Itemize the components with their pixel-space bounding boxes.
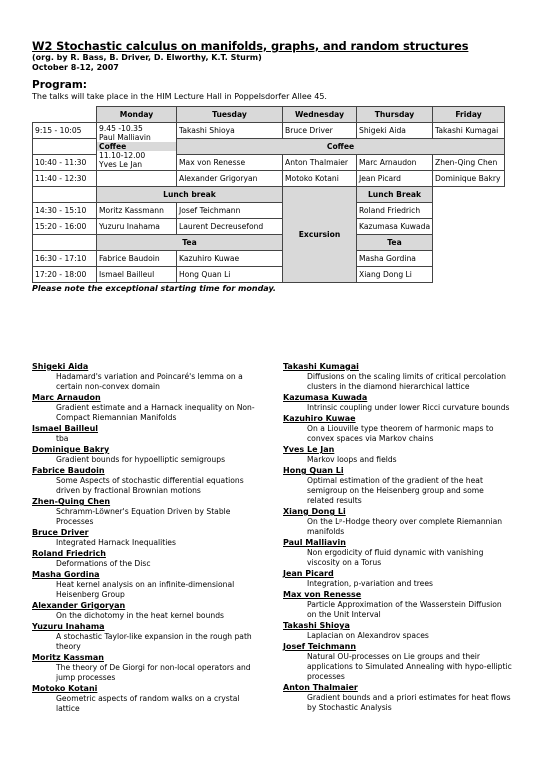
talk-title-line: Gradient bounds for hypoelliptic semigroups [56, 455, 226, 464]
abstract-entry [283, 393, 513, 413]
table-row [33, 187, 505, 203]
abstract-entry [32, 393, 272, 423]
abstract-entry [283, 621, 513, 641]
talk-title-line: Some Aspects of stochastic differential equations [56, 476, 244, 485]
speaker-name: Hong Quan Li [283, 466, 344, 475]
abstract-entry [32, 445, 272, 465]
talk-title-line: semigroup on the Heisenberg group and some [307, 486, 484, 495]
speaker-name: Yves Le Jan [283, 445, 335, 454]
table-row [33, 219, 505, 235]
monday-morning-cell [97, 123, 177, 171]
session-cell: Bruce Driver [283, 123, 357, 139]
speaker-name: Takashi Shioya [283, 621, 350, 630]
monday-coffee: Coffee [97, 142, 176, 151]
schedule-table [32, 106, 505, 283]
speaker-name: Kazuhiro Kuwae [283, 414, 356, 423]
talk-title-line: Diffusions on the scaling limits of critical percolation [307, 372, 506, 381]
speaker-name: Anton Thalmaier [283, 683, 358, 692]
time-cell: 9:15 - 10:05 [33, 123, 97, 139]
talk-title-line: Schramm-Löwner's Equation Driven by Stable [56, 507, 231, 516]
day-header-friday: Friday [433, 107, 505, 123]
talk-title-line: theory [56, 642, 81, 651]
time-cell: 15:20 - 16:00 [33, 219, 97, 235]
abstract-entry [283, 414, 513, 444]
session-cell: Moritz Kassmann [97, 203, 177, 219]
speaker-name: Paul Malliavin [283, 538, 346, 547]
empty-cell [433, 203, 505, 219]
corner-cell [33, 107, 97, 123]
monday-speaker-1: Paul Malliavin [99, 133, 151, 142]
speaker-name: Dominique Bakry [32, 445, 110, 454]
talk-title-line: applications to Simulated Annealing with hypo-elliptic [307, 662, 512, 671]
abstract-entry [283, 466, 513, 506]
table-row [33, 203, 505, 219]
time-cell [33, 235, 97, 251]
session-cell: Shigeki Aida [357, 123, 433, 139]
time-cell: 11:40 - 12:30 [33, 171, 97, 187]
time-cell [33, 187, 97, 203]
talk-title-line: On the Lᵖ-Hodge theory over complete Riemannian [307, 517, 503, 526]
session-cell: Xiang Dong Li [357, 267, 433, 283]
abstract-entry [32, 622, 272, 652]
talk-title-line: Non ergodicity of fluid dynamic with vanishing [307, 548, 484, 557]
session-cell: Josef Teichmann [177, 203, 283, 219]
empty-cell [433, 267, 505, 283]
table-row [33, 171, 505, 187]
session-cell [97, 171, 177, 187]
talk-title-line: Compact Riemannian Manifolds [56, 413, 177, 422]
talk-title-line: Intrinsic coupling under lower Ricci curvature bounds [307, 403, 510, 412]
session-cell: Masha Gordina [357, 251, 433, 267]
talk-title-line: On the dichotomy in the heat kernel bounds [56, 611, 224, 620]
monday-speaker-2: Yves Le Jan [99, 160, 143, 169]
coffee-break-cell: Coffee [177, 139, 505, 155]
abstract-entry [32, 684, 272, 714]
session-cell: Dominique Bakry [433, 171, 505, 187]
time-cell: 17:20 - 18:00 [33, 267, 97, 283]
talk-title-line: Gradient bounds and a priori estimates for heat flows [307, 693, 511, 702]
abstract-entry [283, 507, 513, 537]
speaker-name: Alexander Grigoryan [32, 601, 126, 610]
talk-title-line: A stochastic Taylor-like expansion in the rough path [56, 632, 252, 641]
table-row [33, 267, 505, 283]
abstract-entry [32, 528, 272, 548]
program-heading: Program: [32, 79, 88, 91]
talk-title-line: certain non-convex domain [56, 382, 160, 391]
talk-title-line: Deformations of the Disc [56, 559, 151, 568]
event-dates: October 8-12, 2007 [32, 63, 119, 72]
speaker-name: Roland Friedrich [32, 549, 106, 558]
talk-title-line: by Stochastic Analysis [307, 703, 392, 712]
venue-note: The talks will take place in the HIM Lecture Hall in Poppelsdorfer Allee 45. [32, 92, 327, 101]
abstract-entry [32, 362, 272, 392]
empty-cell [433, 219, 505, 235]
talk-title-line: Integration, p-variation and trees [307, 579, 433, 588]
talk-title-line: Laplacian on Alexandrov spaces [307, 631, 429, 640]
abstract-entry [32, 653, 272, 683]
speaker-name: Yuzuru Inahama [32, 622, 105, 631]
time-cell: 14:30 - 15:10 [33, 203, 97, 219]
abstract-entry [32, 549, 272, 569]
time-cell: 16:30 - 17:10 [33, 251, 97, 267]
talk-title-line: jump processes [56, 673, 116, 682]
table-row [33, 123, 505, 139]
time-cell [33, 139, 97, 155]
talk-title-line: convex spaces via Markov chains [307, 434, 434, 443]
abstract-entry [32, 466, 272, 496]
talk-title-line: related results [307, 496, 362, 505]
organizers: (org. by R. Bass, B. Driver, D. Elworthy, K.T. Sturm) [32, 53, 262, 62]
talk-title-line: Integrated Harnack Inequalities [56, 538, 176, 547]
session-cell: Ismael Bailleul [97, 267, 177, 283]
empty-cell [433, 187, 505, 203]
session-cell: Jean Picard [357, 171, 433, 187]
lunch-break-cell: Lunch break [97, 187, 283, 203]
abstract-entry [32, 570, 272, 600]
speaker-name: Motoko Kotani [32, 684, 98, 693]
talk-title-line: viscosity on a Torus [307, 558, 382, 567]
speaker-name: Marc Arnaudon [32, 393, 101, 402]
tea-break-cell: Tea [97, 235, 283, 251]
talk-title-line: Particle Approximation of the Wasserstein Diffusion [307, 600, 502, 609]
session-cell: Takashi Kumagai [433, 123, 505, 139]
abstracts-right-column [283, 362, 513, 714]
speaker-name: Josef Teichmann [283, 642, 357, 651]
tea-break-thursday: Tea [357, 235, 433, 251]
empty-cell [433, 235, 505, 251]
abstract-entry [283, 569, 513, 589]
talk-title-line: Gradient estimate and a Harnack inequality on Non- [56, 403, 255, 412]
abstract-entry [32, 424, 272, 444]
talk-title-line: manifolds [307, 527, 345, 536]
day-header-thursday: Thursday [357, 107, 433, 123]
talk-title-line: Optimal estimation of the gradient of the heat [307, 476, 483, 485]
talk-title-line: Natural OU-processes on Lie groups and their [307, 652, 481, 661]
time-cell: 10:40 - 11:30 [33, 155, 97, 171]
abstract-entry [283, 590, 513, 620]
abstract-entry [283, 683, 513, 713]
session-cell: Alexander Grigoryan [177, 171, 283, 187]
talk-title-line: on the Unit Interval [307, 610, 381, 619]
session-cell: Yuzuru Inahama [97, 219, 177, 235]
monday-time-2: 11.10-12.00 [99, 151, 146, 160]
speaker-name: Kazumasa Kuwada [283, 393, 368, 402]
talk-title-line: processes [307, 672, 345, 681]
talk-title-line: On a Liouville type theorem of harmonic maps to [307, 424, 494, 433]
talk-title-line: The theory of De Giorgi for non-local operators and [56, 663, 251, 672]
table-header-row [33, 107, 505, 123]
talk-title-line: Geometric aspects of random walks on a crystal [56, 694, 240, 703]
session-cell: Max von Renesse [177, 155, 283, 171]
monday-note: Please note the exceptional starting time for monday. [32, 284, 276, 293]
session-cell: Kazuhiro Kuwae [177, 251, 283, 267]
lunch-break-thursday: Lunch Break [357, 187, 433, 203]
speaker-name: Fabrice Baudoin [32, 466, 105, 475]
speaker-name: Zhen-Quing Chen [32, 497, 111, 506]
speaker-name: Bruce Driver [32, 528, 89, 537]
talk-title-line: lattice [56, 704, 80, 713]
session-cell: Fabrice Baudoin [97, 251, 177, 267]
talk-title-line: Heat kernel analysis on an infinite-dimensional [56, 580, 235, 589]
abstract-entry [283, 445, 513, 465]
session-cell: Motoko Kotani [283, 171, 357, 187]
table-row [33, 251, 505, 267]
session-cell: Kazumasa Kuwada [357, 219, 433, 235]
day-header-tuesday: Tuesday [177, 107, 283, 123]
talk-title-line: Markov loops and fields [307, 455, 397, 464]
talk-title-line: Processes [56, 517, 94, 526]
document-title: W2 Stochastic calculus on manifolds, graphs, and random structures [32, 39, 469, 53]
excursion-cell: Excursion [283, 187, 357, 283]
session-cell: Anton Thalmaier [283, 155, 357, 171]
talk-title-line: Hadamard's variation and Poincaré's lemma on a [56, 372, 243, 381]
monday-time-1: 9.45 -10.35 [99, 124, 143, 133]
talk-title-line: clusters in the diamond hierarchical lattice [307, 382, 470, 391]
document-page [32, 39, 512, 713]
speaker-name: Takashi Kumagai [283, 362, 359, 371]
speaker-name: Ismael Bailleul [32, 424, 99, 433]
abstract-entry [283, 642, 513, 682]
table-row [33, 235, 505, 251]
empty-cell [433, 251, 505, 267]
day-header-wednesday: Wednesday [283, 107, 357, 123]
session-cell: Hong Quan Li [177, 267, 283, 283]
talk-title-line: driven by fractional Brownian motions [56, 486, 201, 495]
session-cell: Roland Friedrich [357, 203, 433, 219]
speaker-name: Masha Gordina [32, 570, 100, 579]
abstracts-left-column [32, 362, 272, 715]
speaker-name: Shigeki Aida [32, 362, 89, 371]
talk-title-line: tba [56, 434, 69, 443]
session-cell: Marc Arnaudon [357, 155, 433, 171]
abstract-entry [283, 362, 513, 392]
speaker-name: Max von Renesse [283, 590, 362, 599]
day-header-monday: Monday [97, 107, 177, 123]
abstract-entry [283, 538, 513, 568]
speaker-name: Jean Picard [283, 569, 334, 578]
session-cell: Takashi Shioya [177, 123, 283, 139]
abstract-entry [32, 497, 272, 527]
speaker-name: Xiang Dong Li [283, 507, 346, 516]
speaker-name: Moritz Kassman [32, 653, 104, 662]
session-cell: Laurent Decreusefond [177, 219, 283, 235]
session-cell: Zhen-Qing Chen [433, 155, 505, 171]
abstract-entry [32, 601, 272, 621]
talk-title-line: Heisenberg Group [56, 590, 125, 599]
